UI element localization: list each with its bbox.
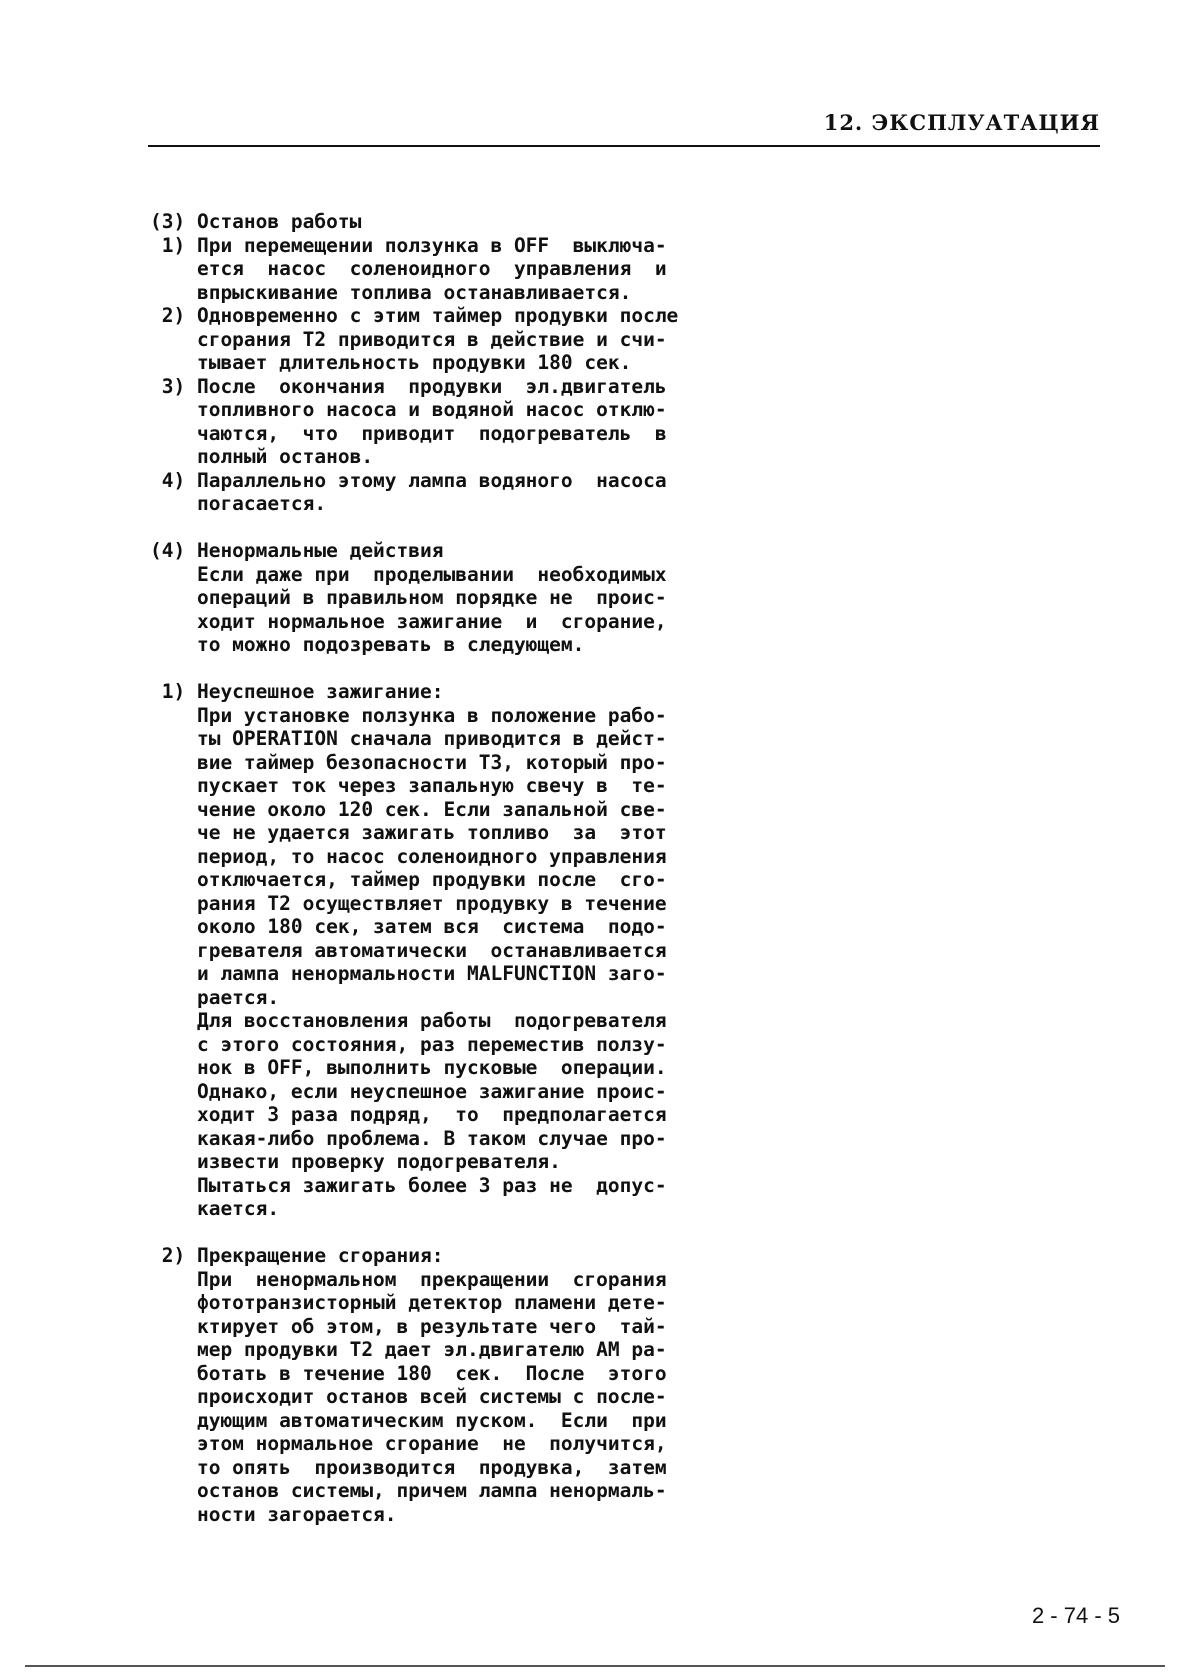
- text-line: 2) Одновременно с этим таймер продувки после: [150, 304, 679, 327]
- text-line: ты OPERATION сначала приводится в дейст-: [150, 727, 667, 750]
- blank-line: [150, 657, 790, 681]
- bottom-divider: [25, 1665, 1165, 1667]
- text-line: ктирует об этом, в результате чего тай-: [150, 1314, 667, 1338]
- text-line: 1) Неуспешное зажигание:: [150, 680, 444, 703]
- text-line: впрыскивание топлива останавливается.: [150, 280, 632, 304]
- text-line: ботать в течение 180 сек. После этого: [150, 1361, 667, 1385]
- text-line: отключается, таймер продувки после сго-: [150, 868, 667, 891]
- text-line: (3) Останов работы: [150, 210, 362, 233]
- text-line: пускает ток через запальную свечу в те-: [150, 774, 667, 797]
- text-line: извести проверку подогревателя.: [150, 1150, 561, 1173]
- text-line: 3) После окончания продувки эл.двигатель: [150, 374, 667, 398]
- text-line: Однако, если неуспешное зажигание проис-: [150, 1079, 667, 1103]
- text-line: этом нормальное сгорание не получится,: [150, 1432, 667, 1455]
- text-line: Пытаться зажигать более 3 раз не допус-: [150, 1173, 667, 1197]
- text-line: период, то насос соленоидного управления: [150, 844, 667, 868]
- text-line: че не удается зажигать топливо за этот: [150, 821, 667, 844]
- text-line: то можно подозревать в следующем.: [150, 633, 585, 656]
- text-line: с этого состояния, раз переместив ползу-: [150, 1032, 667, 1056]
- blank-line: [150, 516, 790, 540]
- section-title: 12. ЭКСПЛУАТАЦИЯ: [823, 110, 1100, 135]
- text-line: полный останов.: [150, 445, 374, 468]
- text-line: 4) Параллельно этому лампа водяного насоса: [150, 468, 667, 492]
- text-line: около 180 сек, затем вся система подо-: [150, 915, 667, 938]
- text-line: погасается.: [150, 492, 327, 515]
- body-text: [150, 210, 790, 1526]
- text-line: останов системы, причем лампа ненормаль-: [150, 1479, 667, 1502]
- text-line: ется насос соленоидного управления и: [150, 257, 667, 280]
- text-line: дующим автоматическим пуском. Если при: [150, 1408, 667, 1432]
- text-line: ходит нормальное зажигание и сгорание,: [150, 609, 667, 633]
- text-line: сгорания T2 приводится в действие и счи-: [150, 327, 667, 351]
- text-line: вие таймер безопасности T3, который про-: [150, 750, 667, 774]
- text-line: чение около 120 сек. Если запальной све-: [150, 797, 667, 821]
- text-line: нок в OFF, выполнить пусковые операции.: [150, 1056, 667, 1079]
- page-number: 2 - 74 - 5: [1031, 1603, 1120, 1628]
- text-line: рается.: [150, 985, 280, 1009]
- text-line: кается.: [150, 1197, 280, 1220]
- text-line: мер продувки T2 дает эл.двигателю AM ра-: [150, 1338, 667, 1361]
- text-line: тывает длительность продувки 180 сек.: [150, 351, 632, 374]
- blank-line: [150, 1221, 790, 1245]
- text-line: чаются, что приводит подогреватель в: [150, 421, 667, 445]
- text-line: Для восстановления работы подогревателя: [150, 1009, 667, 1032]
- text-line: и лампа ненормальности MALFUNCTION заго-: [150, 962, 667, 985]
- text-line: Если даже при проделывании необходимых: [150, 562, 667, 586]
- text-line: какая-либо проблема. В таком случае про-: [150, 1126, 667, 1150]
- text-line: то опять производится продувка, затем: [150, 1455, 667, 1479]
- text-line: операций в правильном порядке не проис-: [150, 586, 667, 609]
- header-divider: [148, 145, 1100, 147]
- text-line: гревателя автоматически останавливается: [150, 938, 667, 962]
- text-line: При установке ползунка в положение рабо-: [150, 703, 667, 727]
- text-line: топливного насоса и водяной насос отклю-: [150, 398, 667, 421]
- text-line: ности загорается.: [150, 1502, 397, 1526]
- text-line: 2) Прекращение сгорания:: [150, 1244, 444, 1267]
- text-line: происходит останов всей системы с после-: [150, 1385, 667, 1408]
- text-line: 1) При перемещении ползунка в OFF выключа-: [150, 233, 667, 257]
- text-line: (4) Ненормальные действия: [150, 539, 444, 562]
- text-line: ходит 3 раза подряд, то предполагается: [150, 1103, 667, 1126]
- text-line: При ненормальном прекращении сгорания: [150, 1267, 667, 1291]
- text-line: рания T2 осуществляет продувку в течение: [150, 891, 667, 915]
- text-line: фототранзисторный детектор пламени дете-: [150, 1291, 667, 1314]
